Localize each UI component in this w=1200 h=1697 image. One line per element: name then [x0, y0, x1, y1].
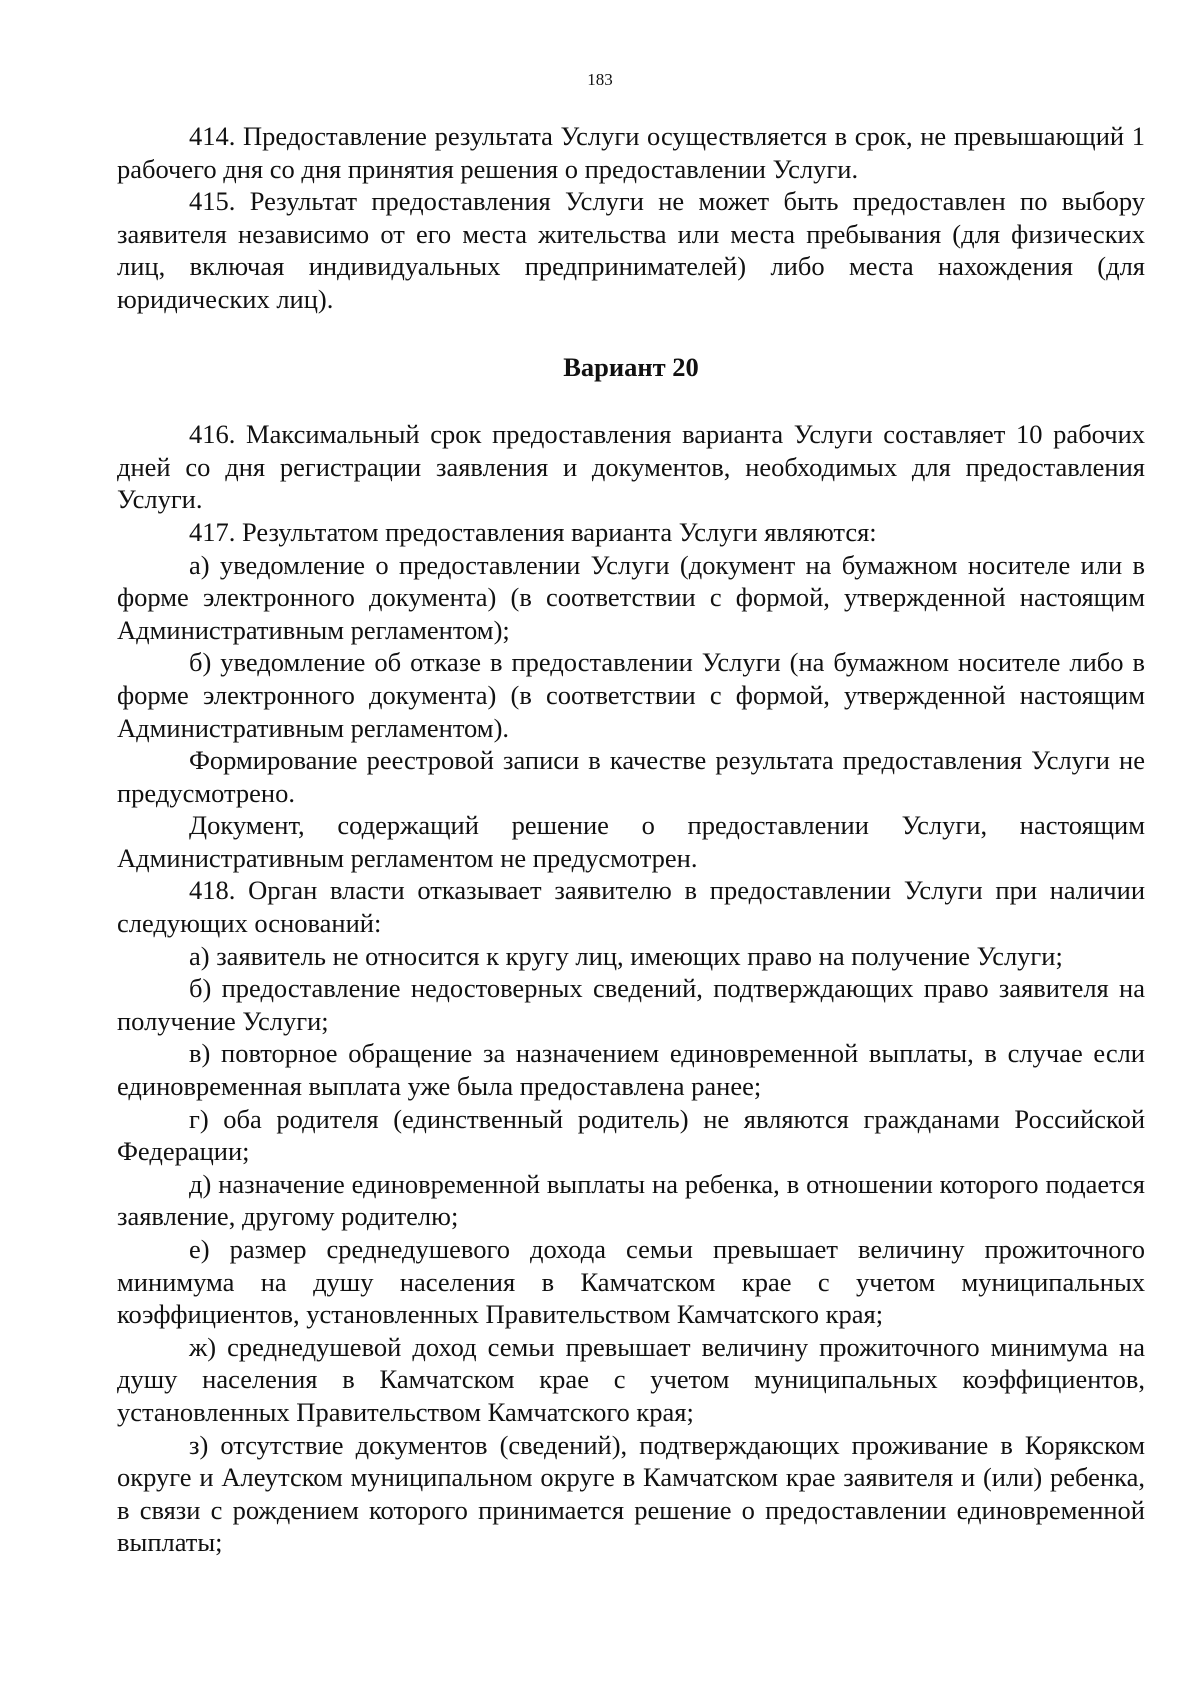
paragraph-418-zh: ж) среднедушевой доход семьи превышает величину прожиточного минимума на душу населения в Камчатском крае с учетом муниципальных коэффициентов, установленных Правительством Камчатского края;	[117, 1331, 1145, 1427]
paragraph-418-a: а) заявитель не относится к кругу лиц, имеющих право на получение Услуги;	[189, 940, 1063, 971]
paragraph-417-a: а) уведомление о предоставлении Услуги (документ на бумажном носителе или в форме электронного документа) (в соответствии с формой, утвержденной настоящим Административным регламентом);	[117, 549, 1145, 645]
paragraph-416: 416. Максимальный срок предоставления варианта Услуги составляет 10 рабочих дней со дня регистрации заявления и документов, необходимых для предоставления Услуги.	[117, 419, 1145, 515]
section-heading: Вариант 20	[563, 351, 699, 382]
paragraph-418-v: в) повторное обращение за назначением единовременной выплаты, в случае если единовременная выплата уже была предоставлена ранее;	[117, 1038, 1145, 1102]
paragraph-418-g: г) оба родителя (единственный родитель) не являются гражданами Российской Федерации;	[117, 1103, 1145, 1167]
paragraph-registry-record: Формирование реестровой записи в качестве результата предоставления Услуги не предусмотрено.	[117, 745, 1145, 808]
document-body	[117, 120, 1145, 1559]
paragraph-418: 418. Орган власти отказывает заявителю в предоставлении Услуги при наличии следующих оснований:	[117, 875, 1145, 939]
paragraph-418-z: з) отсутствие документов (сведений), подтверждающих проживание в Корякском округе и Алеутском муниципальном округе в Камчатском крае заявителя и (или) ребенка, в связи с рождением которого принимается решение о предоставлении единовременной выплаты;	[117, 1429, 1145, 1558]
paragraph-decision-document: Документ, содержащий решение о предоставлении Услуги, настоящим Административным регламентом не предусмотрен.	[117, 810, 1145, 873]
page-number: 183	[587, 70, 613, 89]
paragraph-418-e: е) размер среднедушевого дохода семьи превышает величину прожиточного минимума на душу населения в Камчатском крае с учетом муниципальных коэффициентов, установленных Правительством Камчатского края;	[117, 1234, 1145, 1330]
paragraph-418-d: д) назначение единовременной выплаты на ребенка, в отношении которого подается заявление, другому родителю;	[117, 1168, 1145, 1232]
paragraph-417-b: б) уведомление об отказе в предоставлении Услуги (на бумажном носителе либо в форме электронного документа) (в соответствии с формой, утвержденной настоящим Административным регламентом).	[117, 647, 1145, 743]
paragraph-414: 414. Предоставление результата Услуги осуществляется в срок, не превышающий 1 рабочего дня со дня принятия решения о предоставлении Услуги.	[117, 121, 1145, 184]
paragraph-415: 415. Результат предоставления Услуги не может быть предоставлен по выбору заявителя независимо от его места жительства или места пребывания (для физических лиц, включая индивидуальных предпринимателей) либо места нахождения (для юридических лиц).	[117, 186, 1145, 314]
paragraph-418-b: б) предоставление недостоверных сведений, подтверждающих право заявителя на получение Услуги;	[117, 973, 1145, 1036]
paragraph-417: 417. Результатом предоставления варианта Услуги являются:	[189, 516, 877, 547]
